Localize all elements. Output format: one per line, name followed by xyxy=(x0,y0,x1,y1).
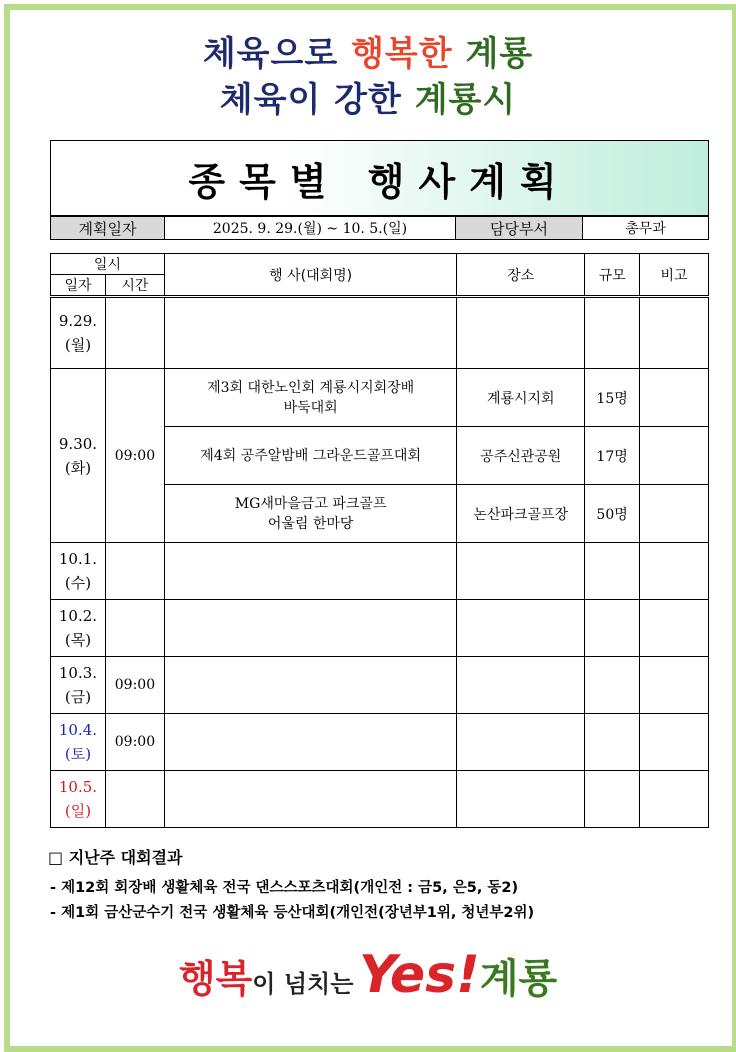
header-date: 일자 xyxy=(51,275,106,297)
date-text: 10.1. xyxy=(58,550,98,568)
slogan-line-1 xyxy=(0,26,736,75)
time-cell xyxy=(105,600,164,657)
scale-cell xyxy=(585,543,640,600)
event-name: 제3회 대한노인회 계룡시지회장배 바둑대회 xyxy=(164,369,456,427)
event-scale: 15명 xyxy=(585,369,640,427)
plan-date-value: 2025. 9. 29.(월) ~ 10. 5.(일) xyxy=(165,217,456,240)
event-scale: 50명 xyxy=(585,485,640,543)
plan-info-table xyxy=(50,216,709,240)
table-row xyxy=(51,543,709,600)
date-text: 10.5. xyxy=(58,778,98,796)
bottom-slogan-logo xyxy=(0,945,736,1005)
note-cell xyxy=(640,657,709,714)
note-cell xyxy=(640,600,709,657)
place-cell xyxy=(457,657,585,714)
schedule-table xyxy=(50,253,709,828)
day-text: (토) xyxy=(64,745,92,763)
table-row xyxy=(51,369,709,427)
day-text: (화) xyxy=(64,458,92,477)
date-text: 10.3. xyxy=(58,664,98,682)
logo-part: 행복 xyxy=(178,957,253,1001)
event-place: 공주신관공원 xyxy=(457,427,585,485)
result-item: - 제1회 금산군수기 전국 생활체육 등산대회(개인전(장년부1위, 청년부2위) xyxy=(50,905,535,921)
plan-date-label: 계획일자 xyxy=(51,217,165,240)
note-cell xyxy=(640,297,709,369)
event-note xyxy=(640,485,709,543)
dept-label: 담당부서 xyxy=(456,217,583,240)
note-cell xyxy=(640,714,709,771)
date-cell xyxy=(51,543,106,600)
event-cell xyxy=(164,543,456,600)
page-title-box xyxy=(50,140,709,216)
table-row xyxy=(51,297,709,369)
day-text: (일) xyxy=(64,802,92,820)
table-row xyxy=(51,600,709,657)
event-note xyxy=(640,369,709,427)
event-scale: 17명 xyxy=(585,427,640,485)
place-cell xyxy=(457,600,585,657)
slogan-part: 계룡시 xyxy=(414,80,517,120)
table-row xyxy=(51,771,709,828)
scale-cell xyxy=(585,714,640,771)
time-cell: 09:00 xyxy=(105,714,164,771)
date-cell xyxy=(51,657,106,714)
scale-cell xyxy=(585,771,640,828)
place-cell xyxy=(457,714,585,771)
date-text: 9.30. xyxy=(58,434,98,453)
event-cell xyxy=(164,771,456,828)
event-name: 제4회 공주알밤배 그라운드골프대회 xyxy=(164,427,456,485)
header-note: 비고 xyxy=(640,254,709,297)
slogan-part: 체육이 xyxy=(219,80,322,120)
table-row xyxy=(51,714,709,771)
date-cell xyxy=(51,771,106,828)
logo-part: Yes! xyxy=(358,945,480,1005)
date-text: 10.2. xyxy=(58,607,98,625)
date-cell xyxy=(51,297,106,369)
table-row xyxy=(51,657,709,714)
time-cell xyxy=(105,543,164,600)
last-week-results xyxy=(48,845,534,922)
header-place: 장소 xyxy=(457,254,585,297)
logo-part: 이 넘치는 xyxy=(252,970,354,998)
note-cell xyxy=(640,543,709,600)
place-cell xyxy=(457,543,585,600)
header-event: 행 사(대회명) xyxy=(164,254,456,297)
time-cell: 09:00 xyxy=(105,657,164,714)
event-name: MG새마을금고 파크골프 어울림 한마당 xyxy=(164,485,456,543)
time-cell xyxy=(105,771,164,828)
date-text: 10.4. xyxy=(58,721,98,739)
logo-part: 계룡 xyxy=(479,956,558,1002)
slogan-part: 체육으로 xyxy=(202,34,339,74)
event-place: 계룡시지회 xyxy=(457,369,585,427)
time-cell xyxy=(105,297,164,369)
date-cell xyxy=(51,600,106,657)
header-datetime: 일시 xyxy=(51,254,165,275)
header-time: 시간 xyxy=(105,275,164,297)
day-text: (목) xyxy=(64,631,92,649)
event-cell xyxy=(164,600,456,657)
slogan-part: 행복한 xyxy=(351,34,453,74)
event-note xyxy=(640,427,709,485)
scale-cell xyxy=(585,297,640,369)
scale-cell xyxy=(585,657,640,714)
dept-value: 총무과 xyxy=(583,217,709,240)
results-title: □ 지난주 대회결과 xyxy=(48,848,183,867)
date-text: 9.29. xyxy=(58,312,98,330)
event-cell xyxy=(164,297,456,369)
slogan-part: 강한 xyxy=(334,80,402,120)
time-cell: 09:00 xyxy=(105,369,164,543)
day-text: (금) xyxy=(64,688,92,706)
note-cell xyxy=(640,771,709,828)
day-text: (수) xyxy=(64,574,92,592)
day-text: (월) xyxy=(64,336,92,354)
event-cell xyxy=(164,657,456,714)
result-item: - 제12회 회장배 생활체육 전국 댄스스포츠대회(개인전 : 금5, 은5, 동2) xyxy=(50,880,519,896)
place-cell xyxy=(457,297,585,369)
date-cell xyxy=(51,714,106,771)
page-title: 종목별 행사계획 xyxy=(188,159,571,204)
date-cell xyxy=(51,369,106,543)
header-scale: 규모 xyxy=(585,254,640,297)
scale-cell xyxy=(585,600,640,657)
event-cell xyxy=(164,714,456,771)
event-place: 논산파크골프장 xyxy=(457,485,585,543)
place-cell xyxy=(457,771,585,828)
slogan-part: 계룡 xyxy=(465,34,534,74)
slogan-line-2 xyxy=(0,72,736,121)
